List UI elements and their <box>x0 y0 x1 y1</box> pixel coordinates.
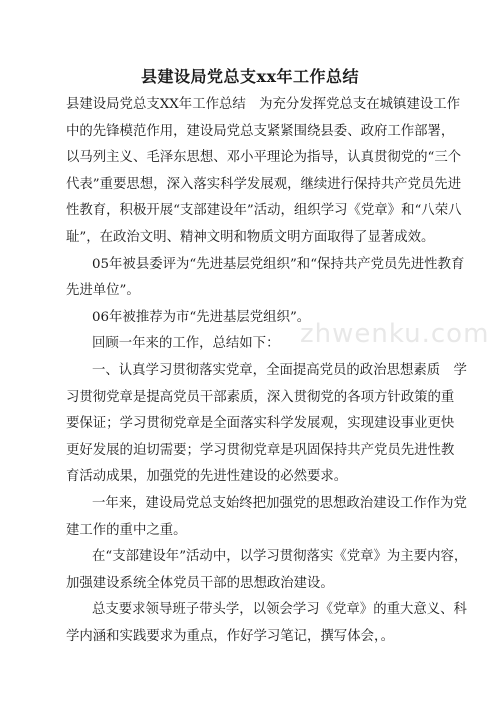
paragraph-section-one <box>66 358 467 491</box>
text-line: 县建设局党总支XX年工作总结 为充分发挥党总支在城镇建设工作 <box>66 97 461 112</box>
document-body <box>66 92 468 650</box>
text-line: 以马列主义、毛泽东思想、邓小平理论为指导，认真贯彻党的“三个 <box>66 150 462 166</box>
text-line: 要保证；学习贯彻党章是全面落实科学发展观，实现建设事业更快 <box>66 416 455 432</box>
paragraph-award-06 <box>66 305 436 332</box>
text-line: 代表”重要思想，深入落实科学发展观，继续进行保持共产党员先进 <box>66 176 462 192</box>
text-line: 习贯彻党章是提高党员干部素质，深入贯彻党的各项方针政策的重 <box>66 389 455 405</box>
document-title: 县建设局党总支xx年工作总结 <box>140 67 360 86</box>
text-line: 建工作的重中之重。 <box>66 522 187 538</box>
paragraph-leadership <box>66 597 467 650</box>
paragraph-branch-year <box>66 544 468 597</box>
paragraph-award-05 <box>66 252 465 305</box>
text-line: 耻”，在政治文明、精神文明和物质文明方面取得了显著成效。 <box>66 229 435 245</box>
text-line: 加强建设系统全体党员干部的思想政治建设。 <box>66 575 334 591</box>
text-line: 中的先锋模范作用，建设局党总支紧紧围绕县委、政府工作部署， <box>66 123 455 139</box>
paragraph-review <box>66 331 436 358</box>
text-line: 一年来，建设局党总支始终把加强党的思想政治建设工作作为党 <box>92 495 467 511</box>
paragraph-intro <box>66 92 462 252</box>
text-line: 性教育，积极开展“支部建设年”活动，组织学习《党章》和“八荣八 <box>66 203 462 219</box>
text-line: 一、认真学习贯彻落实党章，全面提高党员的政治思想素质 学 <box>92 362 467 378</box>
paragraph-year-summary <box>66 491 467 544</box>
text-line: 先进单位”。 <box>66 283 140 299</box>
text-line: 05年被县委评为“先进基层党组织”和“保持共产党员先进性教育 <box>92 256 465 272</box>
text-line: 更好发展的迫切需要；学习贯彻党章是巩固保持共产党员先进性教 <box>66 442 455 458</box>
text-line: 06年被推荐为市“先进基层党组织”。 <box>92 309 311 325</box>
text-line: 学内涵和实践要求为重点，作好学习笔记，撰写体会，。 <box>66 628 395 644</box>
text-line: 回顾一年来的工作，总结如下： <box>92 336 280 352</box>
text-line: 育活动成果，加强党的先进性建设的必然要求。 <box>66 469 348 485</box>
watermark: zhwenku.com <box>300 319 490 349</box>
text-line: 总支要求领导班子带头学，以领会学习《党章》的重大意义、科 <box>92 602 467 618</box>
text-line: 在“支部建设年”活动中，以学习贯彻落实《党章》为主要内容， <box>92 549 468 565</box>
